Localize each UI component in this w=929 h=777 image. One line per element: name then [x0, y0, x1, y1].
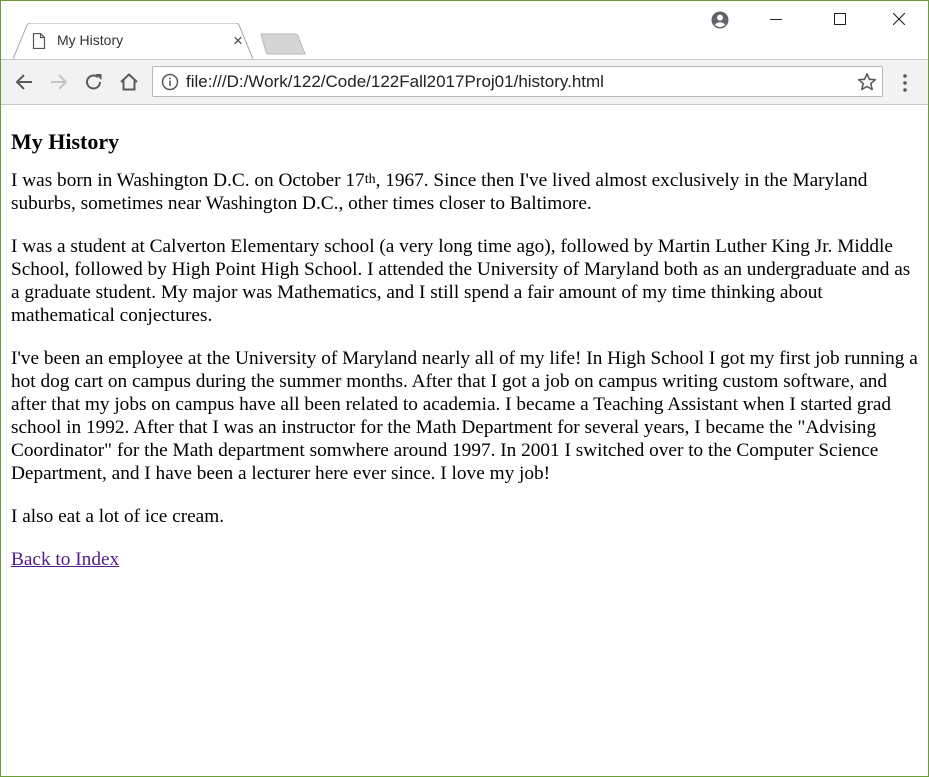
- page-title: My History: [11, 129, 120, 154]
- paragraph-birth-text: I was born in Washington D.C. on October 17: [11, 170, 365, 191]
- forward-arrow-icon[interactable]: [48, 71, 70, 93]
- title-bar: [1, 1, 928, 59]
- info-icon[interactable]: [161, 73, 179, 91]
- minimize-icon: [770, 13, 782, 25]
- window-close-icon: [893, 13, 905, 25]
- maximize-icon: [834, 13, 846, 25]
- home-icon[interactable]: [118, 71, 140, 93]
- profile-icon[interactable]: [710, 10, 730, 30]
- paragraph-birth: [11, 169, 920, 215]
- window-close-button[interactable]: [876, 1, 922, 37]
- star-icon[interactable]: [857, 72, 877, 92]
- kebab-menu-icon[interactable]: [897, 73, 913, 93]
- paragraph-education: I was a student at Calverton Elementary school (a very long time ago), followed by Martin Luther King Jr. Middle School, followed by High Point High School. I attended the University of Maryland both as an undergraduate and as a graduate student. My major was Mathematics, and I still spend a fair amount of my time thinking about mathematical conjectures.: [11, 236, 911, 326]
- back-arrow-icon[interactable]: [13, 71, 35, 93]
- maximize-button[interactable]: [817, 1, 863, 37]
- back-link-paragraph: [11, 548, 920, 571]
- minimize-button[interactable]: [753, 1, 799, 37]
- tab-close-icon[interactable]: ×: [233, 31, 243, 50]
- page-icon: [32, 33, 46, 49]
- address-bar[interactable]: [152, 66, 883, 97]
- browser-toolbar: [1, 59, 928, 105]
- paragraph-ice-cream: I also eat a lot of ice cream.: [11, 506, 225, 527]
- url-text[interactable]: file:///D:/Work/122/Code/122Fall2017Proj01/history.html: [186, 72, 604, 91]
- ordinal-suffix: th: [364, 172, 376, 187]
- active-tab[interactable]: [13, 23, 253, 59]
- paragraph-birth-text-cont: , 1967. Since then I've lived almost exclusively in the Maryland suburbs, sometimes near Washington D.C., other times closer to Baltimore.: [11, 170, 868, 214]
- page-content: [1, 105, 928, 776]
- reload-icon[interactable]: [83, 71, 105, 93]
- back-to-index-link[interactable]: Back to Index: [11, 549, 120, 570]
- tab-shape: [13, 23, 253, 60]
- new-tab-button[interactable]: [259, 33, 307, 55]
- paragraph-employment: I've been an employee at the University of Maryland nearly all of my life! In High School I got my first job running a hot dog cart on campus during the summer months. After that I got a job on campus writing custom software, and after that my jobs on campus have all been related to academia. I became a Teaching Assistant when I started grad school in 1992. After that I was an instructor for the Math Department for several years, I became the "Advising Coordinator" for the Math department somwhere around 1997. In 2001 I switched over to the Computer Science Department, and I have been a lecturer here ever since. I love my job!: [11, 348, 918, 484]
- tab-title: My History: [57, 32, 124, 48]
